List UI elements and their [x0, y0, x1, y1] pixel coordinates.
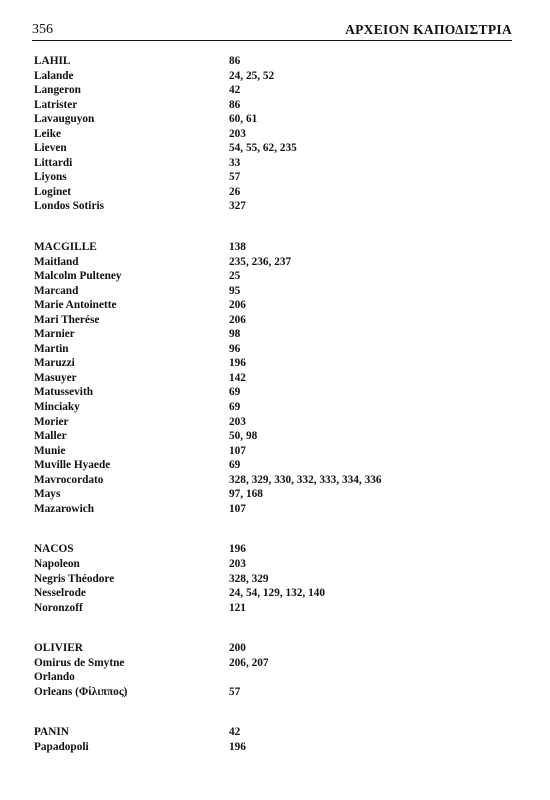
entry-pages: 206: [229, 299, 246, 312]
entry-name: Lieven: [34, 142, 67, 155]
index-entry: [34, 502, 504, 517]
entry-pages: 98: [229, 328, 241, 341]
index-entry: [34, 670, 504, 685]
entry-pages: 107: [229, 444, 246, 457]
entry-pages: 327: [229, 200, 246, 213]
entry-name: Orleans (Φίλιππος): [34, 685, 128, 698]
index-entry: [34, 112, 504, 127]
entry-pages: 42: [229, 726, 241, 739]
entry-name: Lalande: [34, 69, 74, 82]
entry-name: Marnier: [34, 328, 75, 341]
entry-pages: 97, 168: [229, 488, 263, 501]
entry-name: Matussevith: [34, 386, 93, 399]
entry-name: Nesselrode: [34, 587, 86, 600]
index-entry: [34, 557, 504, 572]
entry-pages: 203: [229, 557, 246, 570]
entry-pages: 57: [229, 685, 241, 698]
entry-pages: 50, 98: [229, 430, 258, 443]
entry-pages: 107: [229, 502, 246, 515]
entry-pages: 26: [229, 185, 241, 198]
entry-pages: 200: [229, 642, 246, 655]
entry-pages: 328, 329: [229, 572, 269, 585]
entry-pages: 33: [229, 156, 241, 169]
entry-name: Omirus de Smytne: [34, 656, 125, 669]
name-index: [34, 54, 504, 754]
entry-pages: 57: [229, 171, 241, 184]
entry-pages: 203: [229, 127, 246, 140]
index-entry: [34, 342, 504, 357]
entry-name: Marcand: [34, 284, 79, 297]
entry-name: LAHIL: [34, 55, 71, 67]
index-entry: [34, 458, 504, 473]
index-entry: [34, 601, 504, 616]
index-entry: [34, 98, 504, 113]
entry-pages: 196: [229, 740, 246, 753]
index-entry: [34, 487, 504, 502]
entry-name: Morier: [34, 415, 69, 428]
entry-pages: 69: [229, 401, 241, 414]
index-entry: [34, 656, 504, 671]
entry-name: Muville Hyaede: [34, 459, 111, 472]
entry-pages: 86: [229, 55, 241, 67]
entry-name: Latrister: [34, 98, 78, 111]
entry-name: OLIVIER: [34, 642, 83, 655]
entry-pages: 69: [229, 386, 241, 399]
entry-name: Loginet: [34, 185, 72, 198]
entry-name: Lavauguyon: [34, 113, 95, 126]
index-entry: [34, 725, 504, 740]
index-entry: [34, 685, 504, 700]
entry-pages: 95: [229, 284, 241, 297]
entry-name: MACGILLE: [34, 241, 97, 254]
index-group-o: [34, 641, 504, 699]
entry-pages: 138: [229, 241, 246, 254]
entry-name: Negris Théodore: [34, 572, 115, 585]
entry-pages: 96: [229, 342, 241, 355]
entry-name: Martin: [34, 342, 69, 355]
index-entry: [34, 473, 504, 488]
entry-pages: 196: [229, 357, 246, 370]
index-entry: [34, 371, 504, 386]
running-title: ΑΡΧΕΙΟΝ ΚΑΠΟΔΙΣΤΡΙΑ: [345, 22, 512, 37]
entry-name: Noronzoff: [34, 601, 83, 614]
entry-pages: 54, 55, 62, 235: [229, 142, 297, 155]
entry-name: Masuyer: [34, 371, 77, 384]
index-entry: [34, 284, 504, 299]
entry-pages: 86: [229, 98, 241, 111]
index-entry: [34, 572, 504, 587]
entry-name: Maitland: [34, 255, 79, 268]
entry-name: Leike: [34, 127, 61, 140]
entry-name: Munie: [34, 444, 66, 457]
entry-pages: 328, 329, 330, 332, 333, 334, 336: [229, 473, 382, 486]
entry-pages: 203: [229, 415, 246, 428]
page-number: 356: [32, 22, 53, 37]
index-entry: [34, 269, 504, 284]
index-entry: [34, 429, 504, 444]
entry-name: Littardi: [34, 156, 73, 169]
index-entry: [34, 313, 504, 328]
entry-name: Napoleon: [34, 557, 80, 570]
index-entry: [34, 400, 504, 415]
index-entry: [34, 69, 504, 84]
entry-name: Langeron: [34, 84, 81, 97]
entry-name: Mari Therése: [34, 313, 100, 326]
entry-name: Mazarowich: [34, 502, 95, 515]
entry-name: Liyons: [34, 171, 67, 184]
entry-pages: 121: [229, 601, 246, 614]
entry-pages: 42: [229, 84, 241, 97]
index-group-p: [34, 725, 504, 754]
entry-pages: 196: [229, 543, 246, 556]
entry-pages: 24, 25, 52: [229, 69, 275, 82]
index-entry: [34, 356, 504, 371]
index-entry: [34, 170, 504, 185]
index-entry: [34, 127, 504, 142]
entry-name: Marie Antoinette: [34, 299, 117, 312]
entry-name: Mays: [34, 488, 61, 501]
index-entry: [34, 255, 504, 270]
index-entry: [34, 54, 504, 69]
index-entry: [34, 641, 504, 656]
entry-name: Maruzzi: [34, 357, 75, 370]
index-entry: [34, 385, 504, 400]
entry-name: Malcolm Pulteney: [34, 270, 122, 283]
entry-name: Orlando: [34, 671, 75, 684]
entry-pages: 24, 54, 129, 132, 140: [229, 587, 326, 600]
index-entry: [34, 415, 504, 430]
page-header: [32, 20, 512, 40]
index-entry: [34, 327, 504, 342]
entry-name: Minciaky: [34, 401, 80, 414]
index-entry: [34, 740, 504, 755]
index-group-m: [34, 240, 504, 516]
index-entry: [34, 542, 504, 557]
entry-name: Mavrocordato: [34, 473, 104, 486]
entry-pages: 142: [229, 371, 246, 384]
index-entry: [34, 444, 504, 459]
index-group-n: [34, 542, 504, 615]
entry-pages: 206, 207: [229, 656, 269, 669]
header-rule: [32, 40, 512, 41]
index-entry: [34, 141, 504, 156]
index-group-l: [34, 54, 504, 214]
index-entry: [34, 185, 504, 200]
entry-name: Papadopoli: [34, 740, 89, 753]
entry-pages: 69: [229, 459, 241, 472]
index-entry: [34, 298, 504, 313]
entry-name: NACOS: [34, 543, 74, 556]
index-entry: [34, 586, 504, 601]
entry-pages: 60, 61: [229, 113, 258, 126]
entry-name: PANIN: [34, 726, 69, 739]
entry-name: Londos Sotiris: [34, 200, 104, 213]
index-entry: [34, 199, 504, 214]
index-entry: [34, 240, 504, 255]
entry-pages: 235, 236, 237: [229, 255, 292, 268]
entry-name: Maller: [34, 430, 67, 443]
index-entry: [34, 83, 504, 98]
entry-pages: 25: [229, 270, 241, 283]
index-entry: [34, 156, 504, 171]
entry-pages: 206: [229, 313, 246, 326]
